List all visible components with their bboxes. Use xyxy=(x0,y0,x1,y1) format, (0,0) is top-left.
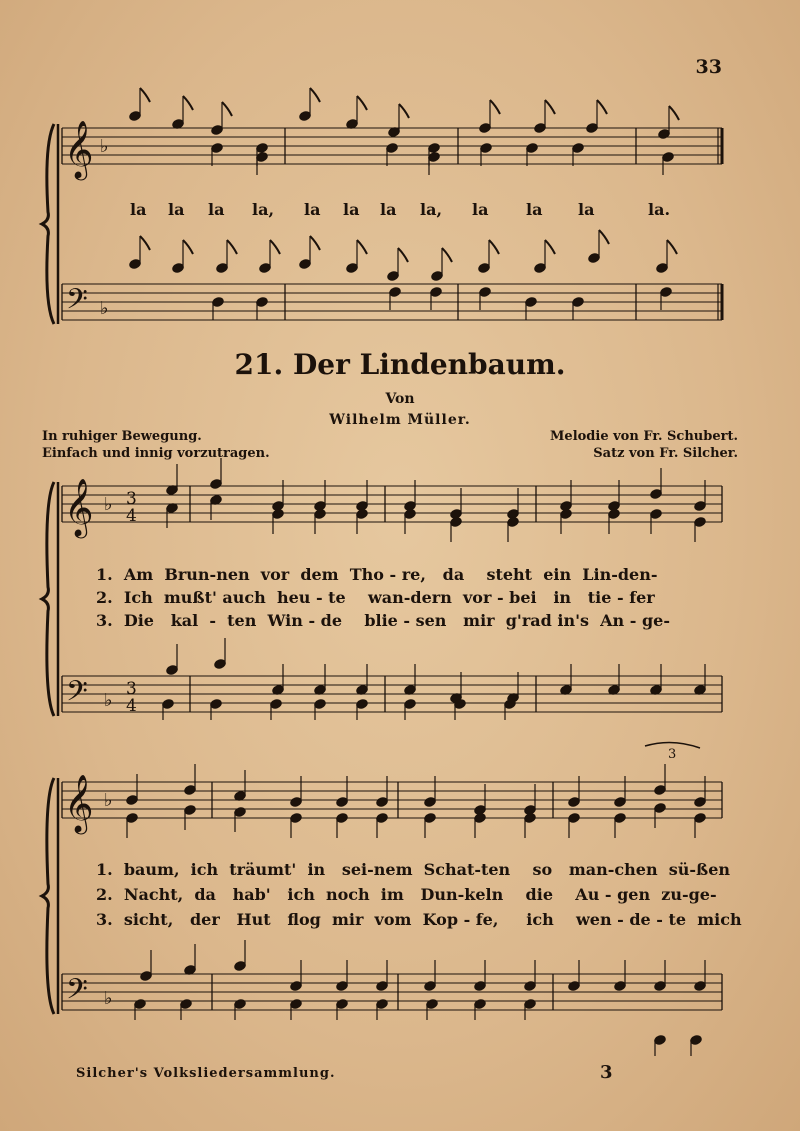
triplet-mark: 3 xyxy=(668,747,677,762)
note-head xyxy=(272,509,284,520)
note-head xyxy=(534,263,546,274)
lyric-syllable: la xyxy=(526,200,543,219)
verse-line: 1. Am Brun-nen vor dem Tho - re, da steht ein Lin-den- xyxy=(96,565,658,584)
treble-clef: 𝄞 xyxy=(64,120,94,178)
lyricist-name: Wilhelm Müller. xyxy=(329,412,471,428)
note-head xyxy=(214,659,226,670)
note-flag xyxy=(545,240,555,254)
note-head xyxy=(404,699,416,710)
note-head xyxy=(654,981,666,992)
note-head xyxy=(424,813,436,824)
note-head xyxy=(184,805,196,816)
note-head xyxy=(524,981,536,992)
note-head xyxy=(656,263,668,274)
system-brace xyxy=(42,482,54,716)
note-head xyxy=(180,999,192,1010)
flat-sign: ♭ xyxy=(100,136,109,157)
lyric-syllable: la xyxy=(472,200,489,219)
footer-signature-number: 3 xyxy=(600,1062,613,1083)
verse-line: 2. Ich mußt' auch heu - te wan-dern vor - bei in tie - fer xyxy=(96,588,655,607)
lyric-syllable: la xyxy=(168,200,185,219)
note-head xyxy=(480,143,492,154)
song-title: 21. Der Lindenbaum. xyxy=(234,348,566,381)
note-head xyxy=(234,807,246,818)
note-head xyxy=(129,111,141,122)
note-head xyxy=(614,813,626,824)
verse-line: 1. baum, ich träumt' in sei-nem Schat-ten so man-chen sü-ßen xyxy=(96,860,731,879)
note-head xyxy=(387,271,399,282)
lyric-syllable: la, xyxy=(420,200,443,219)
tempo-line: Einfach und innig vorzutragen. xyxy=(42,446,270,461)
note-head xyxy=(654,803,666,814)
verse-line: 3. Die kal - ten Win - de blie - sen mir g'rad in's An - ge- xyxy=(96,611,670,630)
author-prefix: Von xyxy=(385,391,415,407)
note-flag xyxy=(183,240,193,254)
bass-clef: 𝄢 xyxy=(66,675,88,715)
note-flag xyxy=(597,100,607,114)
note-head xyxy=(474,813,486,824)
note-head xyxy=(572,297,584,308)
note-flag xyxy=(140,88,150,102)
treble-clef: 𝄞 xyxy=(64,478,94,536)
note-flag xyxy=(545,100,555,114)
note-head xyxy=(270,699,282,710)
note-head xyxy=(525,297,537,308)
note-head xyxy=(234,961,246,972)
note-head xyxy=(694,501,706,512)
note-head xyxy=(184,785,196,796)
note-head xyxy=(424,797,436,808)
note-head xyxy=(126,795,138,806)
note-head xyxy=(431,271,443,282)
note-head xyxy=(126,813,138,824)
time-signature-bottom: 4 xyxy=(126,696,137,716)
system-brace xyxy=(42,778,54,1014)
flat-sign: ♭ xyxy=(100,298,109,319)
note-flag xyxy=(222,102,232,116)
note-head xyxy=(216,263,228,274)
tempo-line: In ruhiger Bewegung. xyxy=(42,429,202,444)
lyric-syllable: la xyxy=(578,200,595,219)
note-head xyxy=(314,699,326,710)
note-flag xyxy=(310,236,320,250)
note-head xyxy=(658,129,670,140)
composer-credits xyxy=(550,428,738,462)
note-head xyxy=(134,999,146,1010)
note-head xyxy=(299,111,311,122)
flat-sign: ♭ xyxy=(104,494,113,515)
footer-collection-name: Silcher's Volksliedersammlung. xyxy=(76,1066,336,1081)
note-head xyxy=(210,479,222,490)
note-head xyxy=(608,509,620,520)
note-head xyxy=(526,143,538,154)
lyric-syllable: la xyxy=(208,200,225,219)
tempo-marking xyxy=(42,428,270,462)
note-head xyxy=(336,981,348,992)
note-head xyxy=(256,152,268,163)
note-head xyxy=(694,517,706,528)
note-head xyxy=(424,981,436,992)
time-signature-top: 3 xyxy=(126,489,137,509)
note-head xyxy=(290,813,302,824)
note-flag xyxy=(442,248,452,262)
note-flag xyxy=(599,230,609,244)
note-head xyxy=(166,665,178,676)
note-head xyxy=(430,287,442,298)
note-head xyxy=(356,509,368,520)
note-head xyxy=(534,123,546,134)
note-head xyxy=(389,287,401,298)
note-head xyxy=(479,123,491,134)
note-flag xyxy=(227,240,237,254)
note-head xyxy=(588,253,600,264)
note-head xyxy=(690,1035,702,1046)
note-head xyxy=(654,785,666,796)
note-head xyxy=(259,263,271,274)
note-head xyxy=(256,143,268,154)
note-head xyxy=(524,813,536,824)
flat-sign: ♭ xyxy=(104,690,113,711)
note-head xyxy=(376,999,388,1010)
note-head xyxy=(290,797,302,808)
treble-clef: 𝄞 xyxy=(64,774,94,832)
flat-sign: ♭ xyxy=(104,790,113,811)
lyric-syllable: la xyxy=(304,200,321,219)
note-head xyxy=(560,509,572,520)
note-head xyxy=(507,517,519,528)
bass-clef: 𝄢 xyxy=(66,973,88,1013)
lyric-syllable: la, xyxy=(252,200,275,219)
note-flag xyxy=(490,100,500,114)
note-head xyxy=(290,999,302,1010)
note-flag xyxy=(667,240,677,254)
time-signature-bottom: 4 xyxy=(126,506,137,526)
note-head xyxy=(299,259,311,270)
note-head xyxy=(376,981,388,992)
note-head xyxy=(694,981,706,992)
note-head xyxy=(650,509,662,520)
note-head xyxy=(479,287,491,298)
note-head xyxy=(336,813,348,824)
note-flag xyxy=(489,240,499,254)
note-head xyxy=(290,981,302,992)
note-head xyxy=(336,797,348,808)
note-flag xyxy=(398,248,408,262)
note-head xyxy=(162,699,174,710)
note-flag xyxy=(183,96,193,110)
note-head xyxy=(474,981,486,992)
note-head xyxy=(694,797,706,808)
note-head xyxy=(474,999,486,1010)
note-head xyxy=(662,152,674,163)
note-flag xyxy=(310,88,320,102)
note-head xyxy=(524,999,536,1010)
note-head xyxy=(172,263,184,274)
note-head xyxy=(386,143,398,154)
note-head xyxy=(256,297,268,308)
lyric-syllable: la xyxy=(380,200,397,219)
note-head xyxy=(568,797,580,808)
note-head xyxy=(478,263,490,274)
note-head xyxy=(428,143,440,154)
note-head xyxy=(586,123,598,134)
note-head xyxy=(568,813,580,824)
note-flag xyxy=(357,96,367,110)
time-signature-top: 3 xyxy=(126,679,137,699)
page-number: 33 xyxy=(695,56,722,78)
note-head xyxy=(614,797,626,808)
arrangement-credit: Satz von Fr. Silcher. xyxy=(593,446,738,461)
note-flag xyxy=(357,240,367,254)
verse-line: 2. Nacht, da hab' ich noch im Dun-keln die Au - gen zu-ge- xyxy=(96,885,717,904)
note-head xyxy=(404,509,416,520)
note-head xyxy=(450,517,462,528)
note-head xyxy=(129,259,141,270)
lyric-syllable: la xyxy=(130,200,147,219)
flat-sign: ♭ xyxy=(104,988,113,1009)
note-head xyxy=(211,143,223,154)
note-head xyxy=(376,797,388,808)
note-head xyxy=(568,981,580,992)
note-head xyxy=(140,971,152,982)
system-brace xyxy=(42,124,54,324)
note-flag xyxy=(140,236,150,250)
note-head xyxy=(346,263,358,274)
note-head xyxy=(426,999,438,1010)
note-head xyxy=(660,287,672,298)
lyric-syllable: la. xyxy=(648,200,671,219)
note-head xyxy=(314,509,326,520)
note-flag xyxy=(669,106,679,120)
bass-clef: 𝄢 xyxy=(66,283,88,323)
note-head xyxy=(234,999,246,1010)
note-head xyxy=(376,813,388,824)
verse-line: 3. sicht, der Hut flog mir vom Kop - fe, ich wen - de - te mich xyxy=(96,910,742,929)
note-head xyxy=(336,999,348,1010)
note-head xyxy=(572,143,584,154)
note-head xyxy=(428,152,440,163)
note-head xyxy=(211,125,223,136)
note-head xyxy=(356,699,368,710)
note-head xyxy=(650,489,662,500)
note-head xyxy=(212,297,224,308)
melody-credit: Melodie von Fr. Schubert. xyxy=(550,429,738,444)
note-flag xyxy=(270,240,280,254)
note-head xyxy=(694,813,706,824)
note-head xyxy=(210,699,222,710)
note-head xyxy=(614,981,626,992)
note-flag xyxy=(399,104,409,118)
lyric-syllable: la xyxy=(343,200,360,219)
note-head xyxy=(654,1035,666,1046)
